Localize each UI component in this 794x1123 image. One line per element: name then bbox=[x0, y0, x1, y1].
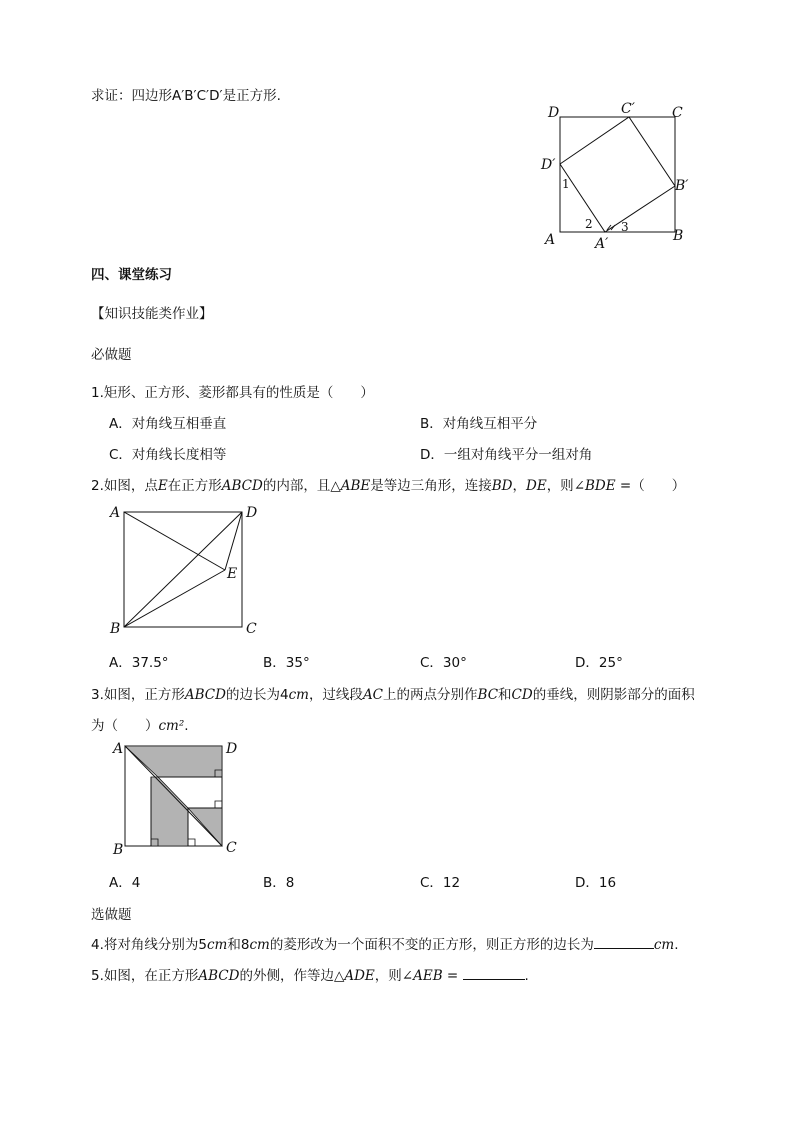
section-title: 四、课堂练习 bbox=[91, 267, 172, 283]
q4-answer-blank[interactable] bbox=[594, 936, 654, 949]
q2-option-b: B．35° bbox=[263, 655, 310, 671]
label-E: E bbox=[227, 566, 238, 582]
q1-option-c: C．对角线长度相等 bbox=[109, 447, 227, 463]
q2-option-a: A．37.5° bbox=[109, 655, 169, 671]
figure-q2-square bbox=[100, 500, 280, 640]
q3-stem-line2: 为（ ）cm². bbox=[91, 718, 189, 734]
label-D-prime: D′ bbox=[541, 157, 556, 173]
label-A-prime: A′ bbox=[595, 236, 609, 252]
section-subtitle: 【知识技能类作业】 bbox=[91, 306, 213, 322]
q2-stem: 2.如图，点E在正方形ABCD的内部，且△ABE是等边三角形，连接BD，DE，则∠BDE =（ ） bbox=[91, 478, 686, 494]
figure-q3-shaded-square bbox=[110, 740, 250, 860]
label-C: C bbox=[226, 840, 237, 856]
prove-statement: 求证：四边形A′B′C′D′是正方形. bbox=[91, 88, 281, 104]
label-1: 1 bbox=[562, 177, 570, 191]
figure-inscribed-square bbox=[535, 100, 705, 250]
q1-option-b: B．对角线互相平分 bbox=[420, 416, 538, 432]
label-3: 3 bbox=[621, 220, 629, 234]
label-A: A bbox=[113, 741, 124, 757]
q2-option-d: D．25° bbox=[575, 655, 623, 671]
label-D: D bbox=[246, 505, 258, 521]
q3-option-c: C．12 bbox=[420, 875, 461, 891]
q5-stem: 5.如图，在正方形ABCD的外侧，作等边△ADE，则∠AEB = . bbox=[91, 968, 529, 984]
label-D: D bbox=[226, 741, 238, 757]
q3-option-b: B．8 bbox=[263, 875, 295, 891]
label-C-prime: C′ bbox=[621, 101, 635, 117]
q3-option-d: D．16 bbox=[575, 875, 617, 891]
label-A: A bbox=[545, 232, 556, 248]
q1-stem: 1.矩形、正方形、菱形都具有的性质是（ ） bbox=[91, 385, 374, 401]
outer-square bbox=[560, 117, 675, 232]
right-angle-mark-2 bbox=[215, 801, 222, 808]
q3-option-a: A．4 bbox=[109, 875, 141, 891]
label-D: D bbox=[548, 105, 560, 121]
q4-stem: 4.将对角线分别为5cm和8cm的菱形改为一个面积不变的正方形，则正方形的边长为 cm. bbox=[91, 937, 679, 953]
required-heading: 必做题 bbox=[91, 347, 132, 363]
right-angle-mark-4 bbox=[188, 839, 195, 846]
q1-option-a: A．对角线互相垂直 bbox=[109, 416, 227, 432]
label-C: C bbox=[672, 105, 683, 121]
label-A: A bbox=[110, 505, 121, 521]
q2-option-c: C．30° bbox=[420, 655, 467, 671]
q1-option-d: D．一组对角线平分一组对角 bbox=[420, 447, 593, 463]
label-2: 2 bbox=[585, 217, 593, 231]
q5-answer-blank[interactable] bbox=[463, 967, 525, 980]
inner-square bbox=[560, 117, 675, 232]
segment-AE bbox=[124, 512, 225, 570]
label-C: C bbox=[246, 621, 257, 637]
segment-BE bbox=[124, 570, 225, 627]
shade-left bbox=[151, 777, 188, 846]
label-B: B bbox=[113, 842, 124, 858]
label-B: B bbox=[673, 228, 684, 244]
label-B: B bbox=[110, 621, 121, 637]
optional-heading: 选做题 bbox=[91, 907, 132, 923]
label-B-prime: B′ bbox=[675, 178, 689, 194]
q3-stem-line1: 3.如图，正方形ABCD的边长为4cm，过线段AC上的两点分别作BC和CD的垂线，则阴影部分的面积 bbox=[91, 687, 695, 703]
